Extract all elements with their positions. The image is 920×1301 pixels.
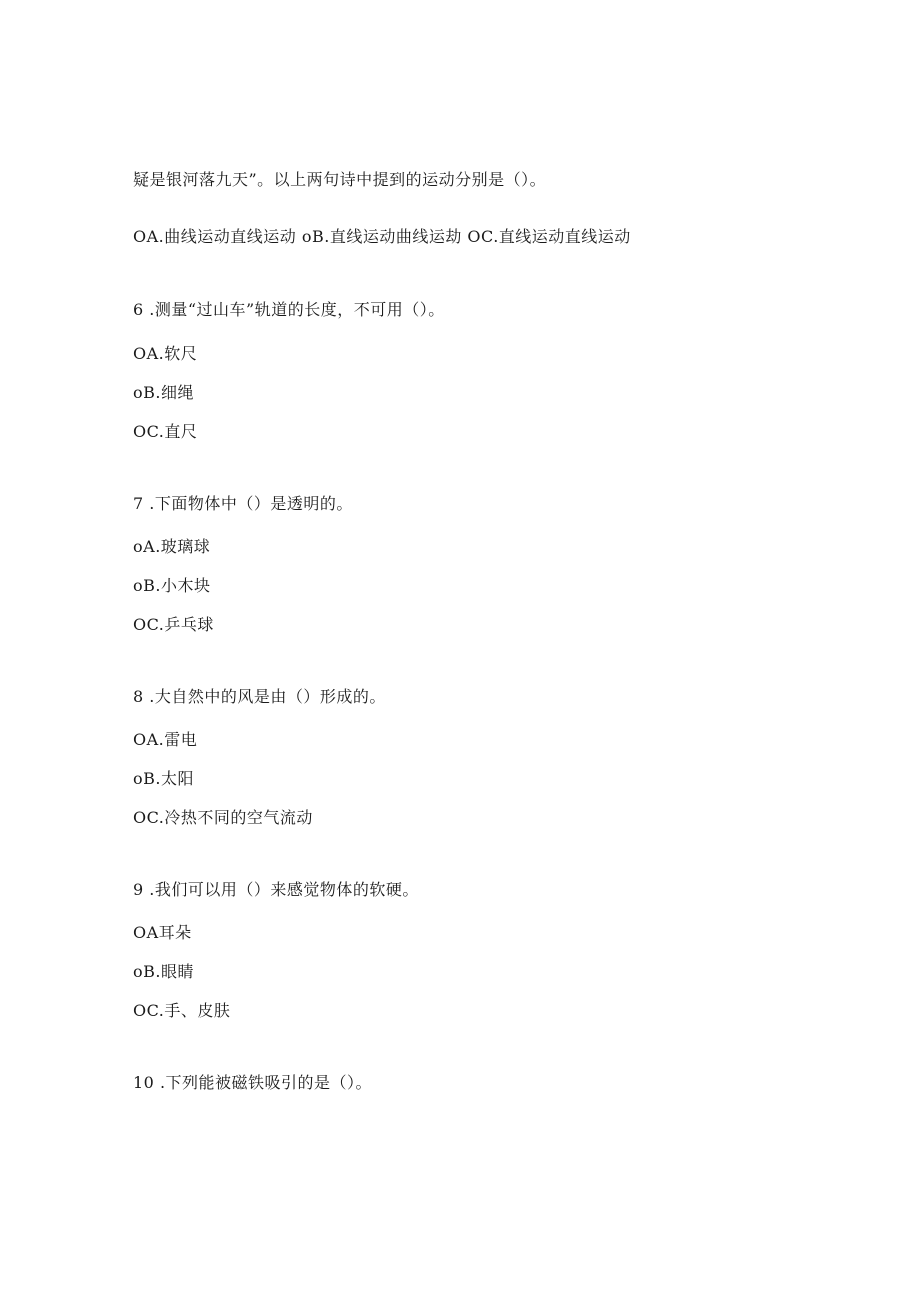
question-10: 10 .下列能被磁铁吸引的是（）。	[133, 1073, 373, 1092]
question-8: 8 .大自然中的风是由（）形成的。	[133, 687, 386, 706]
question-5-options: OA.曲线运动直线运动 oB.直线运动曲线运劫 OC.直线运动直线运动	[133, 227, 631, 246]
question-9-option-b: oB.眼睛	[133, 962, 194, 981]
question-9: 9 .我们可以用（）来感觉物体的软硬。	[133, 880, 419, 899]
question-9-option-a: OA耳朵	[133, 923, 192, 942]
question-7: 7 .下面物体中（）是透明的。	[133, 494, 353, 513]
question-7-option-c: OC.乒乓球	[133, 615, 214, 634]
question-6-option-c: OC.直尺	[133, 422, 198, 441]
question-7-option-a: oA.玻璃球	[133, 537, 211, 556]
question-6-option-a: OA.软尺	[133, 344, 198, 363]
question-7-option-b: oB.小木块	[133, 576, 211, 595]
question-6-option-b: oB.细绳	[133, 383, 194, 402]
question-9-option-c: OC.手、皮肤	[133, 1001, 231, 1020]
question-6: 6 .测量“过山车”轨道的长度，不可用（）。	[133, 300, 445, 319]
question-8-option-b: oB.太阳	[133, 769, 194, 788]
question-8-option-c: OC.冷热不同的空气流动	[133, 808, 313, 827]
question-8-option-a: OA.雷电	[133, 730, 198, 749]
question-5-continuation: 疑是银河落九天”。以上两句诗中提到的运动分别是（）。	[133, 170, 547, 189]
